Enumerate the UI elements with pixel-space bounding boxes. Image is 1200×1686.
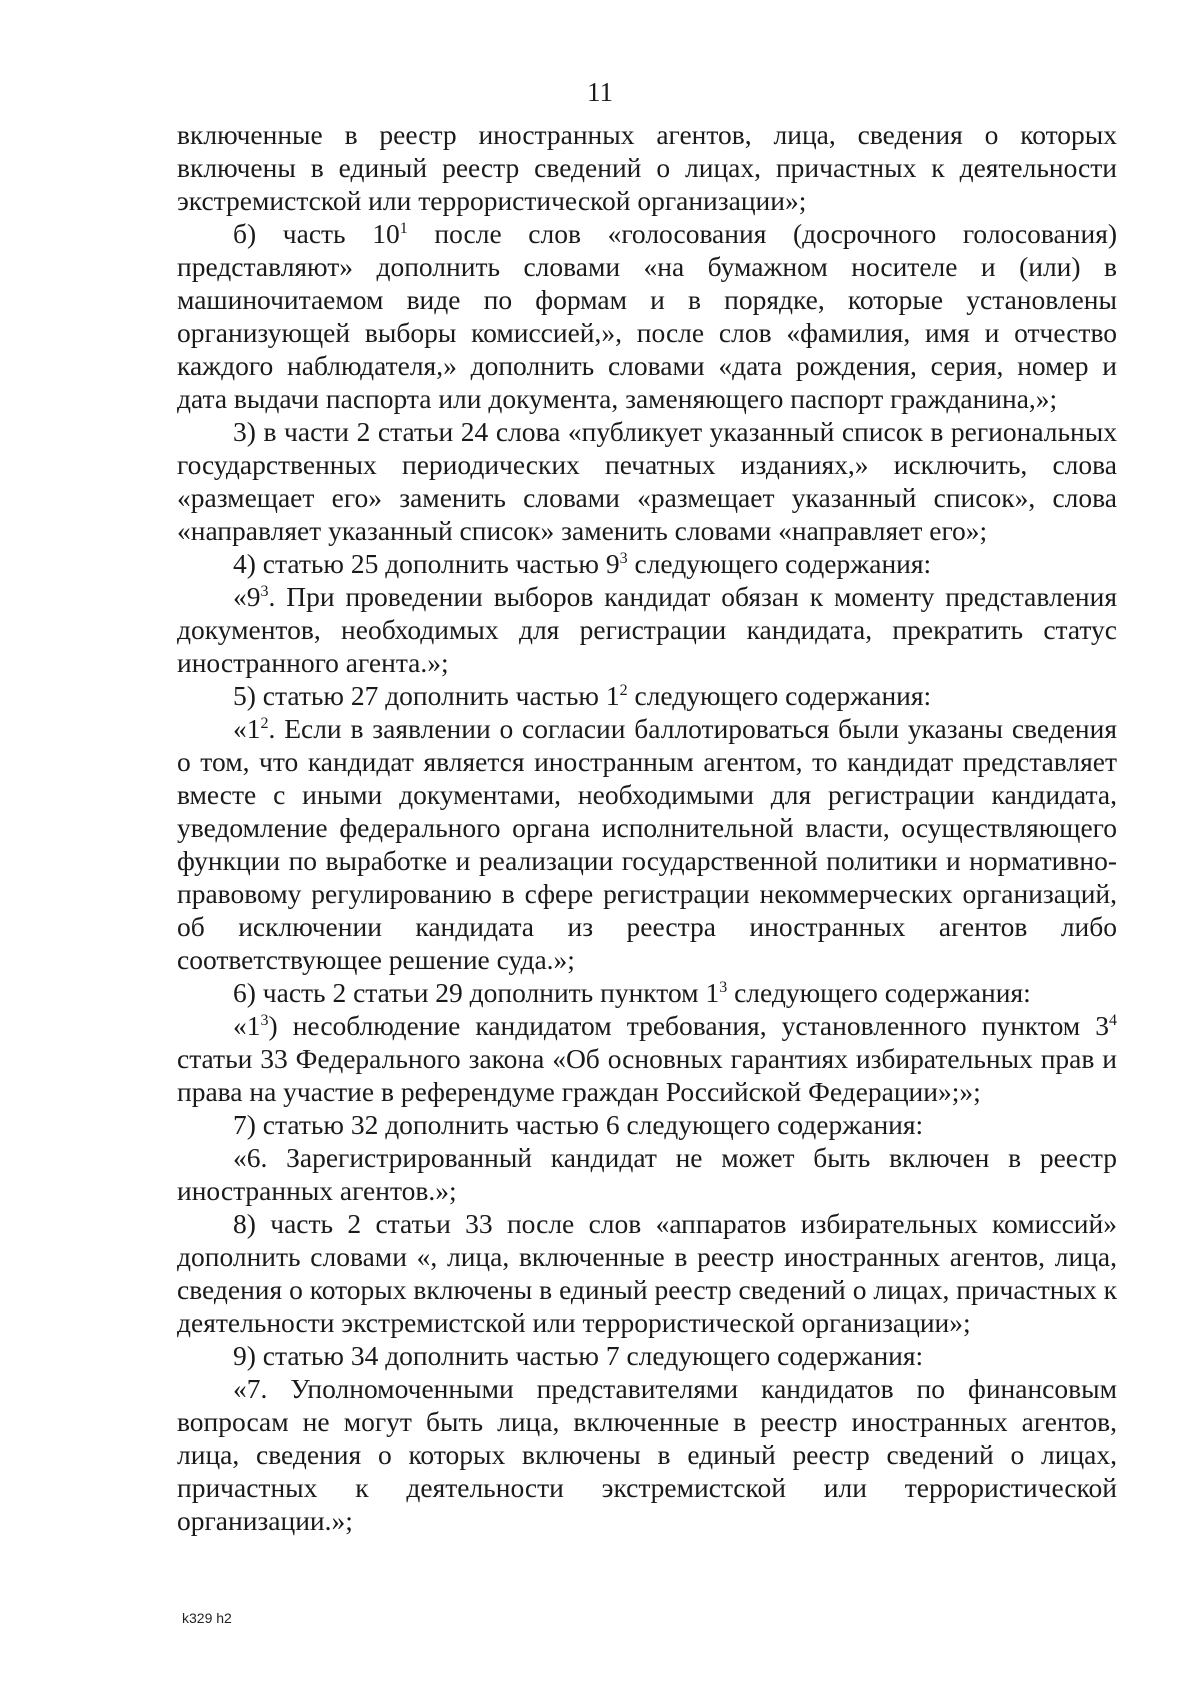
- paragraph: [177, 1009, 1117, 1108]
- paragraph-text: 9) статью 34 дополнить частью 7 следующего содержания:: [233, 1340, 924, 1371]
- superscript-index: 3: [719, 978, 728, 996]
- paragraph: [177, 976, 1117, 1009]
- paragraph-text: «1: [233, 713, 261, 744]
- paragraph-text: 4) статью 25 дополнить частью 9: [233, 548, 620, 579]
- paragraph: [177, 118, 1117, 217]
- superscript-index: 3: [619, 549, 628, 567]
- superscript-index: 2: [619, 681, 628, 699]
- paragraph-text: 7) статью 32 дополнить частью 6 следующего содержания:: [233, 1109, 924, 1140]
- document-code: k329 h2: [182, 1610, 232, 1626]
- paragraph-text: включенные в реестр иностранных агентов, лица, сведения о которых включены в единый реестр сведений о лицах, причастных к деятельности экстремистской или террористической организации»;: [177, 119, 1117, 216]
- paragraph: [177, 679, 1117, 712]
- paragraph-text: «6. Зарегистрированный кандидат не может быть включен в реестр иностранных агентов.»;: [177, 1142, 1117, 1206]
- paragraph-text: после слов «голосования (досрочного голосования) представляют» дополнить словами «на бумажном носителе и (или) в машиночитаемом виде по формам и в порядке, которые установлены организующей выборы комиссией,», после слов «фамилия, имя и отчество каждого наблюдателя,» дополнить словами «дата рождения, серия, номер и дата выдачи паспорта или документа, заменяющего паспорт гражданина,»;: [177, 218, 1118, 414]
- paragraph: [177, 1372, 1117, 1537]
- paragraph: [177, 1207, 1117, 1339]
- paragraph-text: «7. Уполномоченными представителями кандидатов по финансовым вопросам не могут быть лица, включенные в реестр иностранных агентов, лица, сведения о которых включены в единый реестр сведений о лицах, причастных к деятельности экстремистской или террористической организации.»;: [177, 1373, 1117, 1536]
- paragraph: [177, 1108, 1117, 1141]
- paragraph: [177, 547, 1117, 580]
- paragraph-text: следующего содержания:: [727, 977, 1031, 1008]
- paragraph: [177, 217, 1117, 415]
- superscript-index: 4: [1109, 1011, 1117, 1029]
- paragraph: [177, 1339, 1117, 1372]
- paragraph-text: следующего содержания:: [627, 548, 932, 579]
- superscript-index: 2: [260, 714, 269, 732]
- superscript-index: 3: [260, 1011, 269, 1029]
- paragraph: [177, 415, 1117, 547]
- paragraph-text: ) несоблюдение кандидатом требования, установленного пунктом 3: [268, 1010, 1109, 1041]
- superscript-index: 1: [399, 219, 408, 237]
- page-number: 11: [587, 77, 613, 107]
- paragraph-text: 8) часть 2 статьи 33 после слов «аппаратов избирательных комиссий» дополнить словами «, лица, включенные в реестр иностранных агентов, лица, сведения о которых включены в единый реестр сведений о лицах, причастных к деятельности экстремистской или террористической организации»;: [177, 1208, 1117, 1338]
- paragraph-text: 6) часть 2 статьи 29 дополнить пунктом 1: [233, 977, 720, 1008]
- paragraph-text: «1: [233, 1010, 261, 1041]
- paragraph-text: б) часть 10: [233, 218, 400, 249]
- paragraph: [177, 580, 1117, 679]
- paragraph-text: «9: [233, 581, 261, 612]
- superscript-index: 3: [260, 582, 269, 600]
- paragraph-text: следующего содержания:: [627, 680, 932, 711]
- paragraph-text: статьи 33 Федерального закона «Об основных гарантиях избирательных прав и права на участие в референдуме граждан Российской Федерации»;»;: [177, 1043, 1117, 1107]
- paragraph-text: 5) статью 27 дополнить частью 1: [233, 680, 620, 711]
- paragraph: [177, 712, 1117, 976]
- paragraph: [177, 1141, 1117, 1207]
- document-body: [177, 118, 1117, 1537]
- paragraph-text: . При проведении выборов кандидат обязан к моменту представления документов, необходимых для регистрации кандидата, прекратить статус иностранного агента.»;: [177, 581, 1117, 678]
- paragraph-text: . Если в заявлении о согласии баллотироваться были указаны сведения о том, что кандидат является иностранным агентом, то кандидат представляет вместе с иными документами, необходимыми для регистрации кандидата, уведомление федерального органа исполнительной власти, осуществляющего функции по выработке и реализации государственной политики и нормативно-правовому регулированию в сфере регистрации некоммерческих организаций, об исключении кандидата из реестра иностранных агентов либо соответствующее решение суда.»;: [177, 713, 1117, 975]
- paragraph-text: 3) в части 2 статьи 24 слова «публикует указанный список в региональных государственных периодических печатных изданиях,» исключить, слова «размещает его» заменить словами «размещает указанный список», слова «направляет указанный список» заменить словами «направляет его»;: [177, 416, 1117, 546]
